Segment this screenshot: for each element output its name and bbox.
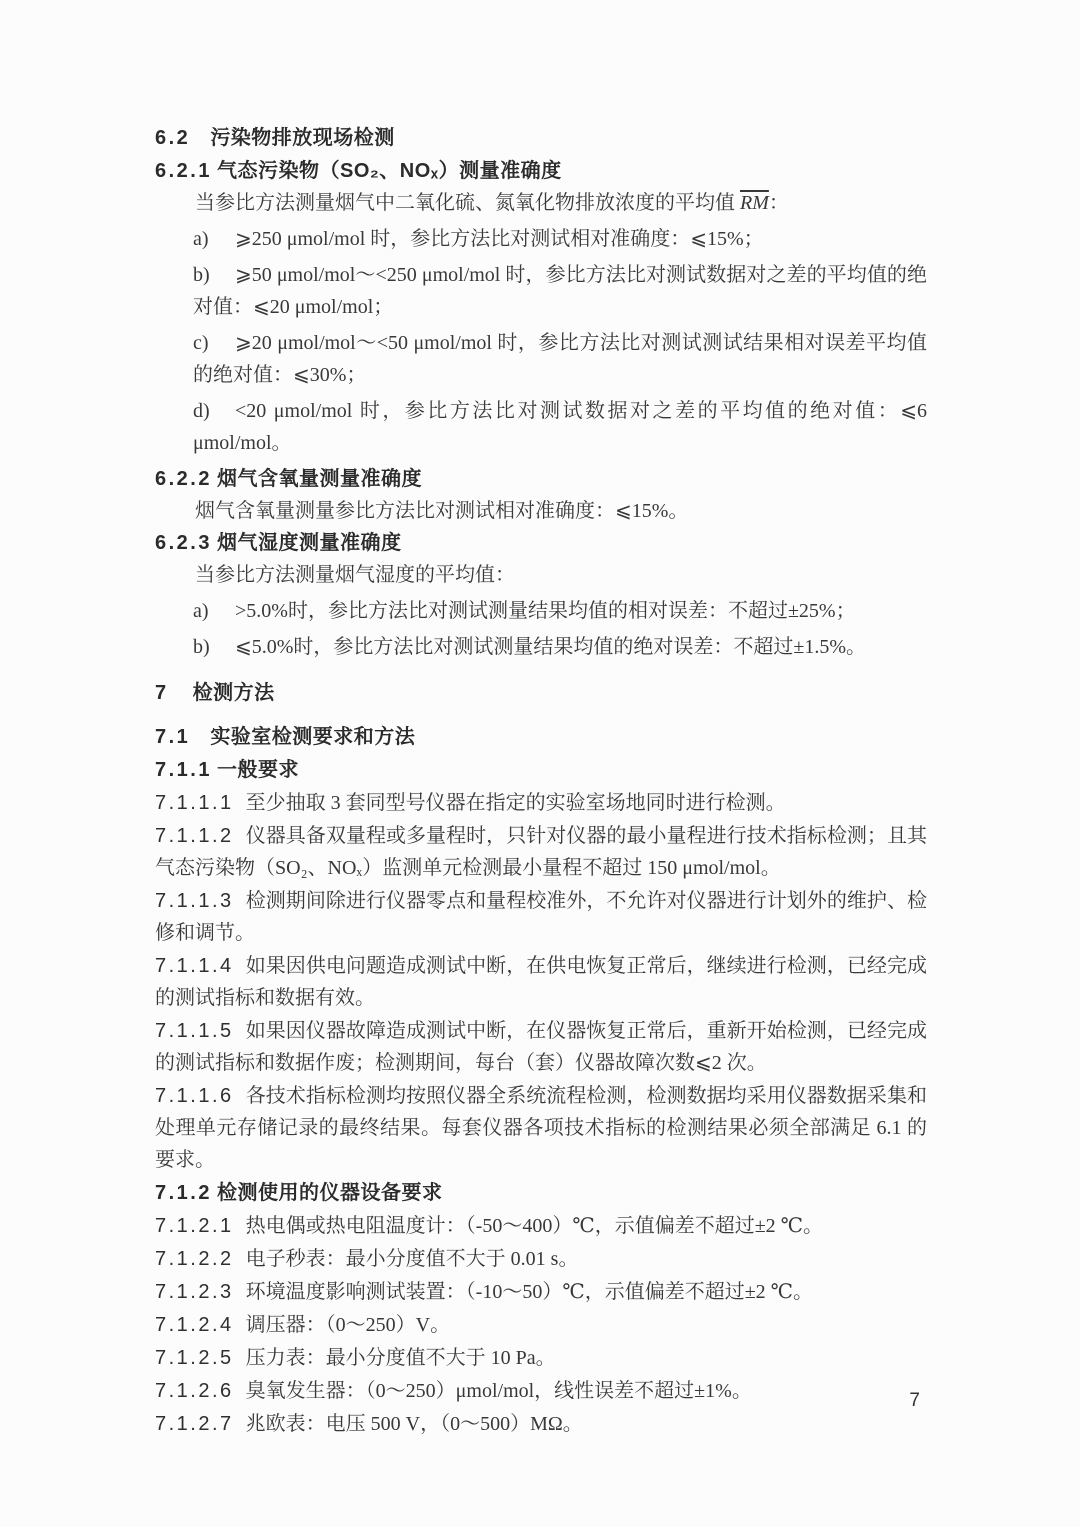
clause-7-1-2-6 (155, 1375, 927, 1407)
list-item-text: ⩾50 μmol/mol～<250 μmol/mol 时，参比方法比对测试数据对之差的平均值的绝对值：⩽20 μmol/mol； (193, 264, 927, 318)
list-item (155, 259, 927, 323)
section-heading-6-2-1 (155, 155, 927, 187)
clause-7-1-1-5 (155, 1015, 927, 1079)
clause-number: 7.1.1.5 (155, 1020, 234, 1042)
clause-text: 如果因仪器故障造成测试中断，在仪器恢复正常后，重新开始检测，已经完成的测试指标和数据作废；检测期间，每台（套）仪器故障次数⩽2 次。 (155, 1020, 927, 1074)
section-number: 6.2 (155, 127, 191, 149)
section-title: 污染物排放现场检测 (210, 127, 395, 149)
paragraph-text: ： (768, 192, 789, 214)
clause-7-1-2-2 (155, 1243, 927, 1275)
section-heading-7-1-2 (155, 1177, 927, 1209)
list-marker: b) (193, 264, 210, 286)
section-title: 一般要求 (216, 759, 299, 781)
section-title: 检测使用的仪器设备要求 (216, 1182, 443, 1204)
list-item-text: ⩾250 μmol/mol 时，参比方法比对测试相对准确度：⩽15%； (235, 228, 764, 250)
clause-text: 环境温度影响测试装置：（-10～50）℃，示值偏差不超过±2 ℃。 (245, 1281, 814, 1303)
section-number: 7.1 (155, 726, 191, 748)
clause-text: 调压器：（0～250）V。 (245, 1314, 451, 1336)
list-marker: a) (193, 228, 209, 250)
section-heading-6-2-2 (155, 463, 927, 495)
section-title: 检测方法 (192, 682, 275, 704)
paragraph-6-2-1-intro (155, 187, 927, 219)
clause-7-1-2-1 (155, 1210, 927, 1242)
list-item (155, 631, 927, 663)
clause-number: 7.1.1.2 (155, 825, 234, 847)
section-heading-6-2 (155, 122, 927, 154)
list-marker: c) (193, 332, 209, 354)
list-item-text: >5.0%时，参比方法比对测试测量结果均值的相对误差：不超过±25%； (235, 600, 856, 622)
clause-7-1-2-4 (155, 1309, 927, 1341)
section-number: 7.1.2 (155, 1182, 212, 1204)
section-title: 实验室检测要求和方法 (210, 726, 416, 748)
clause-text: 检测期间除进行仪器零点和量程校准外，不允许对仪器进行计划外的维护、检修和调节。 (155, 890, 927, 944)
clause-7-1-2-7 (155, 1408, 927, 1440)
clause-number: 7.1.2.2 (155, 1248, 234, 1270)
paragraph-6-2-2 (155, 495, 927, 527)
list-item-text: ⩽5.0%时，参比方法比对测试测量结果均值的绝对误差：不超过±1.5%。 (235, 636, 867, 658)
section-number: 6.2.2 (155, 468, 212, 490)
list-item-text: ⩾20 μmol/mol～<50 μmol/mol 时，参比方法比对测试测试结果相对误差平均值的绝对值：⩽30%； (193, 332, 927, 386)
list-marker: d) (193, 400, 210, 422)
section-heading-7-1 (155, 721, 927, 753)
section-title: 烟气湿度测量准确度 (216, 532, 402, 554)
mean-value-symbol: $\overline{RM}$ (740, 192, 769, 214)
clause-number: 7.1.1.4 (155, 955, 234, 977)
chapter-heading-7 (155, 677, 927, 709)
section-title: 烟气含氧量测量准确度 (216, 468, 422, 490)
paragraph-6-2-3-intro (155, 559, 927, 591)
section-number: 7 (155, 682, 169, 704)
clause-text: 热电偶或热电阻温度计：（-50～400）℃，示值偏差不超过±2 ℃。 (245, 1215, 824, 1237)
clause-7-1-2-3 (155, 1276, 927, 1308)
list-marker: a) (193, 600, 209, 622)
paragraph-text: 烟气含氧量测量参比方法比对测试相对准确度：⩽15%。 (195, 500, 689, 522)
clause-7-1-1-1 (155, 787, 927, 819)
clause-number: 7.1.1.3 (155, 890, 234, 912)
paragraph-text: 当参比方法测量烟气湿度的平均值： (195, 564, 515, 586)
clause-7-1-2-5 (155, 1342, 927, 1374)
list-item (155, 327, 927, 391)
section-number: 6.2.3 (155, 532, 212, 554)
clause-text: 臭氧发生器：（0～250）μmol/mol，线性误差不超过±1%。 (245, 1380, 752, 1402)
paragraph-text: 当参比方法测量烟气中二氧化硫、氮氧化物排放浓度的平均值 (195, 192, 735, 214)
clause-number: 7.1.2.3 (155, 1281, 234, 1303)
page-number: 7 (909, 1390, 920, 1411)
clause-7-1-1-3 (155, 885, 927, 949)
clause-text: 兆欧表：电压 500 V，（0～500）MΩ。 (245, 1413, 583, 1435)
list-item-text: <20 μmol/mol 时，参比方法比对测试数据对之差的平均值的绝对值：⩽6 μmol/mol。 (193, 400, 927, 454)
list-item (155, 223, 927, 255)
clause-text: 压力表：最小分度值不大于 10 Pa。 (245, 1347, 556, 1369)
clause-7-1-1-2 (155, 820, 927, 884)
clause-number: 7.1.1.1 (155, 792, 234, 814)
list-item (155, 395, 927, 459)
clause-number: 7.1.2.1 (155, 1215, 234, 1237)
clause-number: 7.1.2.7 (155, 1413, 234, 1435)
clause-text: 各技术指标检测均按照仪器全系统流程检测，检测数据均采用仪器数据采集和处理单元存储记录的最终结果。每套仪器各项技术指标的检测结果必须全部满足 6.1 的要求。 (155, 1085, 927, 1171)
section-heading-7-1-1 (155, 754, 927, 786)
list-item (155, 595, 927, 627)
section-number: 6.2.1 (155, 160, 212, 182)
clause-text: 仪器具备双量程或多量程时，只针对仪器的最小量程进行技术指标检测；且其气态污染物（SO₂、NOₓ）监测单元检测最小量程不超过 150 μmol/mol。 (155, 825, 927, 879)
clause-text: 如果因供电问题造成测试中断，在供电恢复正常后，继续进行检测，已经完成的测试指标和数据有效。 (155, 955, 927, 1009)
section-title: 气态污染物（SO₂、NOₓ）测量准确度 (216, 160, 562, 182)
clause-text: 至少抽取 3 套同型号仪器在指定的实验室场地同时进行检测。 (245, 792, 786, 814)
clause-7-1-1-4 (155, 950, 927, 1014)
clause-7-1-1-6 (155, 1080, 927, 1176)
list-marker: b) (193, 636, 210, 658)
section-number: 7.1.1 (155, 759, 212, 781)
clause-number: 7.1.2.5 (155, 1347, 234, 1369)
section-heading-6-2-3 (155, 527, 927, 559)
clause-number: 7.1.2.4 (155, 1314, 234, 1336)
clause-text: 电子秒表：最小分度值不大于 0.01 s。 (245, 1248, 579, 1270)
clause-number: 7.1.2.6 (155, 1380, 234, 1402)
clause-number: 7.1.1.6 (155, 1085, 234, 1107)
